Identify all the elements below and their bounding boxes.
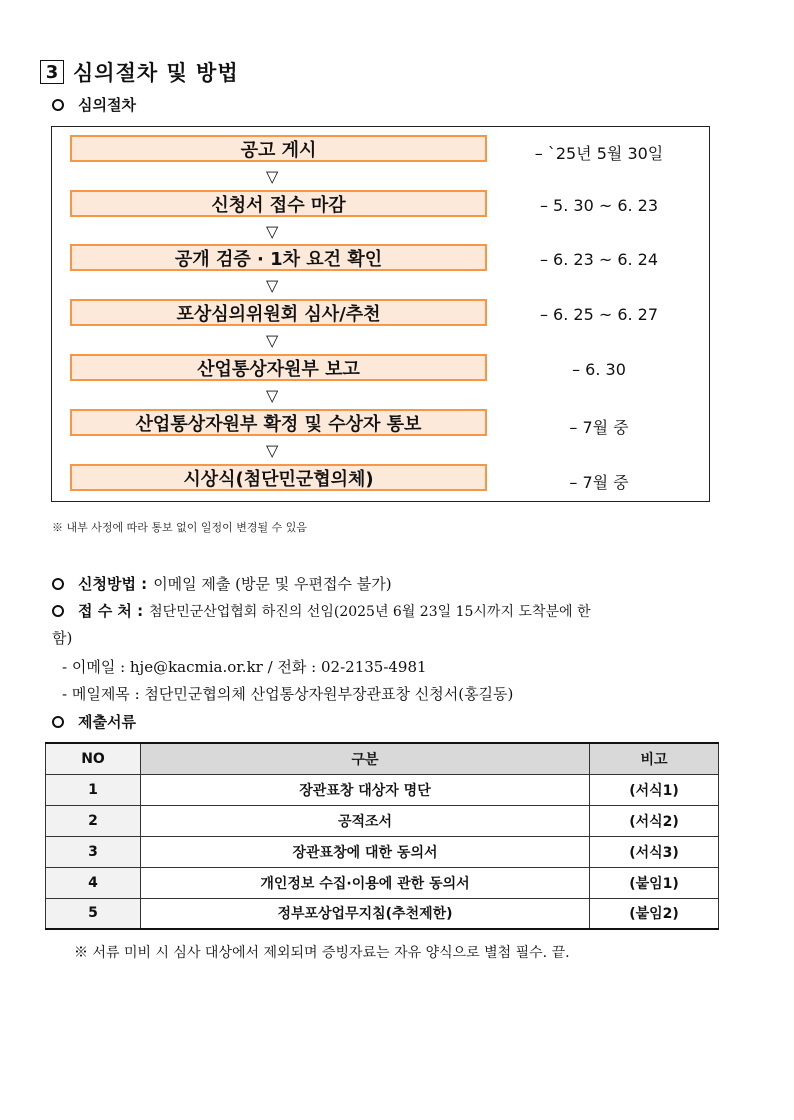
flow-step-date: – 7월 중	[569, 473, 629, 492]
schedule-change-note: ※ 내부 사정에 따라 통보 없이 일정이 변경될 수 있음	[52, 521, 307, 534]
flow-step-date: – 6. 25 ~ 6. 27	[539, 305, 659, 324]
section-heading	[40, 57, 239, 87]
application-method	[52, 573, 392, 594]
flow-step: 산업통상자원부 보고	[70, 354, 487, 381]
row-remark: (붙임1)	[590, 867, 719, 898]
bullet-circle-icon	[52, 99, 64, 111]
header-remark: 비고	[590, 743, 719, 774]
documents-label: 제출서류	[78, 713, 136, 731]
office-value: 첨단민군산업협회 하진의 선임(2025년 6월 23일 15시까지 도착분에 한	[149, 603, 591, 620]
row-no: 4	[46, 867, 141, 898]
row-category: 정부포상업무지침(추천제한)	[141, 898, 590, 929]
row-category: 공적조서	[141, 805, 590, 836]
flow-step-date: – `25년 5월 30일	[534, 144, 664, 163]
method-label: 신청방법 :	[78, 575, 148, 593]
documents-table	[45, 742, 719, 930]
row-no: 3	[46, 836, 141, 867]
down-arrow-icon: ▽	[266, 276, 279, 295]
flow-step: 산업통상자원부 확정 및 수상자 통보	[70, 409, 487, 436]
flow-step: 포상심의위원회 심사/추천	[70, 299, 487, 326]
office-value-cont: 함)	[52, 629, 73, 647]
row-category: 장관표창에 대한 동의서	[141, 836, 590, 867]
table-row	[46, 805, 719, 836]
section-title: 심의절차 및 방법	[73, 61, 239, 85]
procedure-label: 심의절차	[78, 96, 136, 114]
row-category: 개인정보 수집·이용에 관한 동의서	[141, 867, 590, 898]
bullet-circle-icon	[52, 605, 64, 617]
table-row	[46, 898, 719, 929]
flow-step: 시상식(첨단민군협의체)	[70, 464, 487, 491]
flow-step-date: – 6. 30	[572, 360, 626, 379]
down-arrow-icon: ▽	[266, 331, 279, 350]
application-office	[52, 600, 591, 621]
table-row	[46, 867, 719, 898]
table-header-row	[46, 743, 719, 774]
final-note: ※ 서류 미비 시 심사 대상에서 제외되며 증빙자료는 자유 양식으로 별첨 필수. 끝.	[74, 945, 570, 961]
flow-step: 공고 게시	[70, 135, 487, 162]
down-arrow-icon: ▽	[266, 222, 279, 241]
row-remark: (서식1)	[590, 774, 719, 805]
table-row	[46, 774, 719, 805]
flow-step: 공개 검증 · 1차 요건 확인	[70, 244, 487, 271]
row-no: 1	[46, 774, 141, 805]
row-remark: (붙임2)	[590, 898, 719, 929]
flow-step: 신청서 접수 마감	[70, 190, 487, 217]
section-number: 3	[40, 60, 64, 84]
documents-heading	[52, 711, 136, 732]
down-arrow-icon: ▽	[266, 441, 279, 460]
row-no: 5	[46, 898, 141, 929]
row-no: 2	[46, 805, 141, 836]
header-category: 구분	[141, 743, 590, 774]
bullet-circle-icon	[52, 578, 64, 590]
header-no: NO	[46, 743, 141, 774]
flow-step-date: – 7월 중	[569, 418, 629, 437]
down-arrow-icon: ▽	[266, 167, 279, 186]
office-label: 접 수 처 :	[78, 602, 144, 620]
row-category: 장관표창 대상자 명단	[141, 774, 590, 805]
method-value: 이메일 제출 (방문 및 우편접수 불가)	[153, 575, 392, 593]
bullet-circle-icon	[52, 716, 64, 728]
down-arrow-icon: ▽	[266, 386, 279, 405]
procedure-flowchart	[51, 126, 710, 502]
mail-subject-line: - 메일제목 : 첨단민군협의체 산업통상자원부장관표창 신청서(홍길동)	[62, 685, 514, 703]
flow-step-date: – 5. 30 ~ 6. 23	[539, 196, 659, 215]
row-remark: (서식2)	[590, 805, 719, 836]
table-row	[46, 836, 719, 867]
contact-line[interactable]: - 이메일 : hje@kacmia.or.kr / 전화 : 02-2135-4981	[62, 658, 427, 676]
flow-step-date: – 6. 23 ~ 6. 24	[539, 250, 659, 269]
row-remark: (서식3)	[590, 836, 719, 867]
procedure-heading	[52, 94, 136, 115]
